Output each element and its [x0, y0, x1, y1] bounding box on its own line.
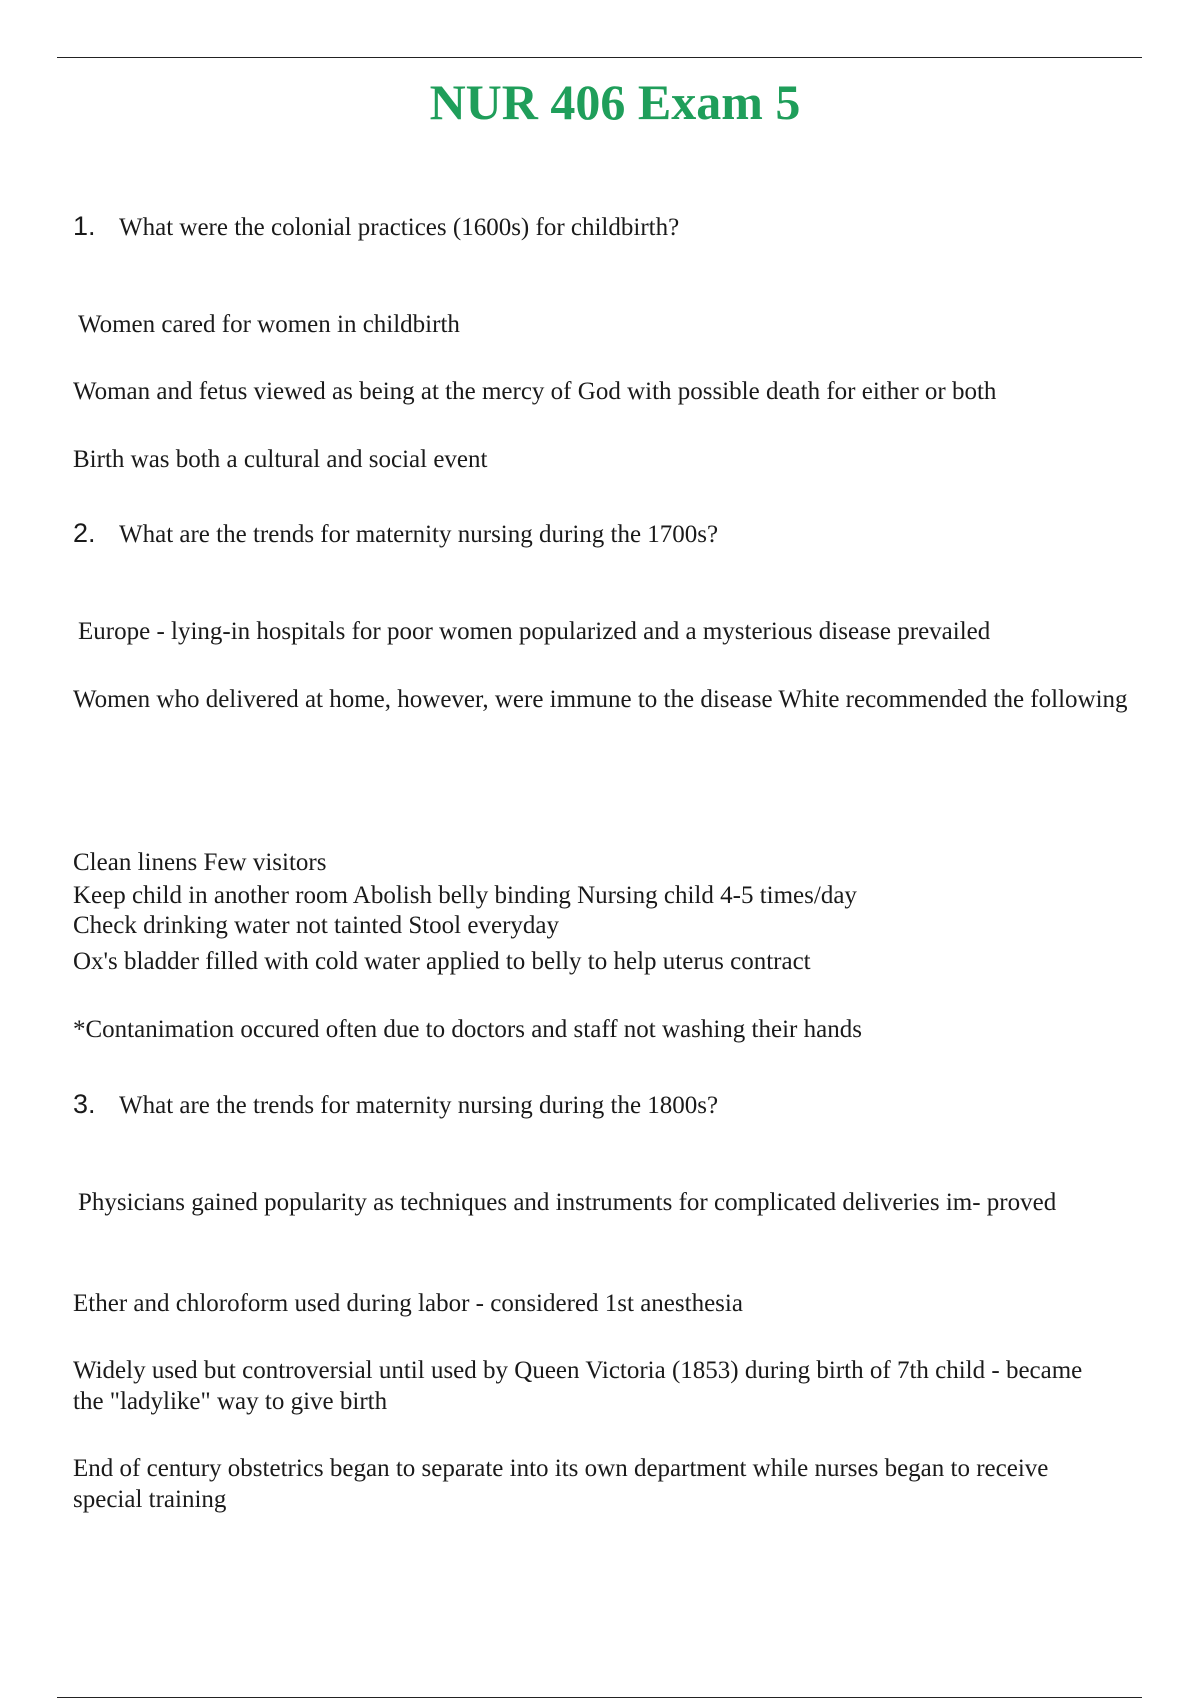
answer-line: Clean linens Few visitors — [73, 849, 327, 876]
answer-line: Keep child in another room Abolish belly binding Nursing child 4-5 times/day — [73, 882, 857, 909]
question-text: What were the colonial practices (1600s) for childbirth? — [119, 214, 680, 241]
question-number: 1. — [73, 211, 96, 241]
question-text: What are the trends for maternity nursing during the 1700s? — [119, 521, 719, 548]
question-text: What are the trends for maternity nursing during the 1800s? — [119, 1092, 719, 1119]
question-3 — [73, 1088, 718, 1121]
top-rule — [57, 57, 1142, 58]
answer-paragraph: Women cared for women in childbirth — [78, 311, 460, 338]
answer-paragraph: End of century obstetrics began to separate into its own department while nurses began to receive special training — [73, 1455, 1049, 1513]
question-2 — [73, 517, 718, 550]
bottom-rule — [57, 1697, 1142, 1698]
answer-line: Check drinking water not tainted Stool everyday — [73, 912, 559, 939]
answer-line: Ox's bladder filled with cold water applied to belly to help uterus contract — [73, 948, 811, 975]
answer-paragraph: Europe - lying-in hospitals for poor women popularized and a mysterious disease prevailed — [78, 618, 991, 645]
question-number: 3. — [73, 1089, 96, 1119]
answer-paragraph: Woman and fetus viewed as being at the mercy of God with possible death for either or both — [73, 378, 997, 405]
answer-paragraph: *Contanimation occured often due to doctors and staff not washing their hands — [73, 1016, 862, 1043]
answer-paragraph: Widely used but controversial until used by Queen Victoria (1853) during birth of 7th child - became the "ladylike" way to give birth — [73, 1357, 1083, 1415]
question-1 — [73, 210, 679, 243]
answer-paragraph: Ether and chloroform used during labor - considered 1st anesthesia — [73, 1290, 743, 1317]
page-title: NUR 406 Exam 5 — [429, 74, 801, 130]
question-number: 2. — [73, 518, 96, 548]
answer-paragraph: Physicians gained popularity as techniques and instruments for complicated deliveries im- proved — [78, 1189, 1057, 1216]
answer-paragraph: Women who delivered at home, however, were immune to the disease White recommended the following — [73, 686, 1128, 713]
answer-paragraph: Birth was both a cultural and social event — [73, 446, 488, 473]
